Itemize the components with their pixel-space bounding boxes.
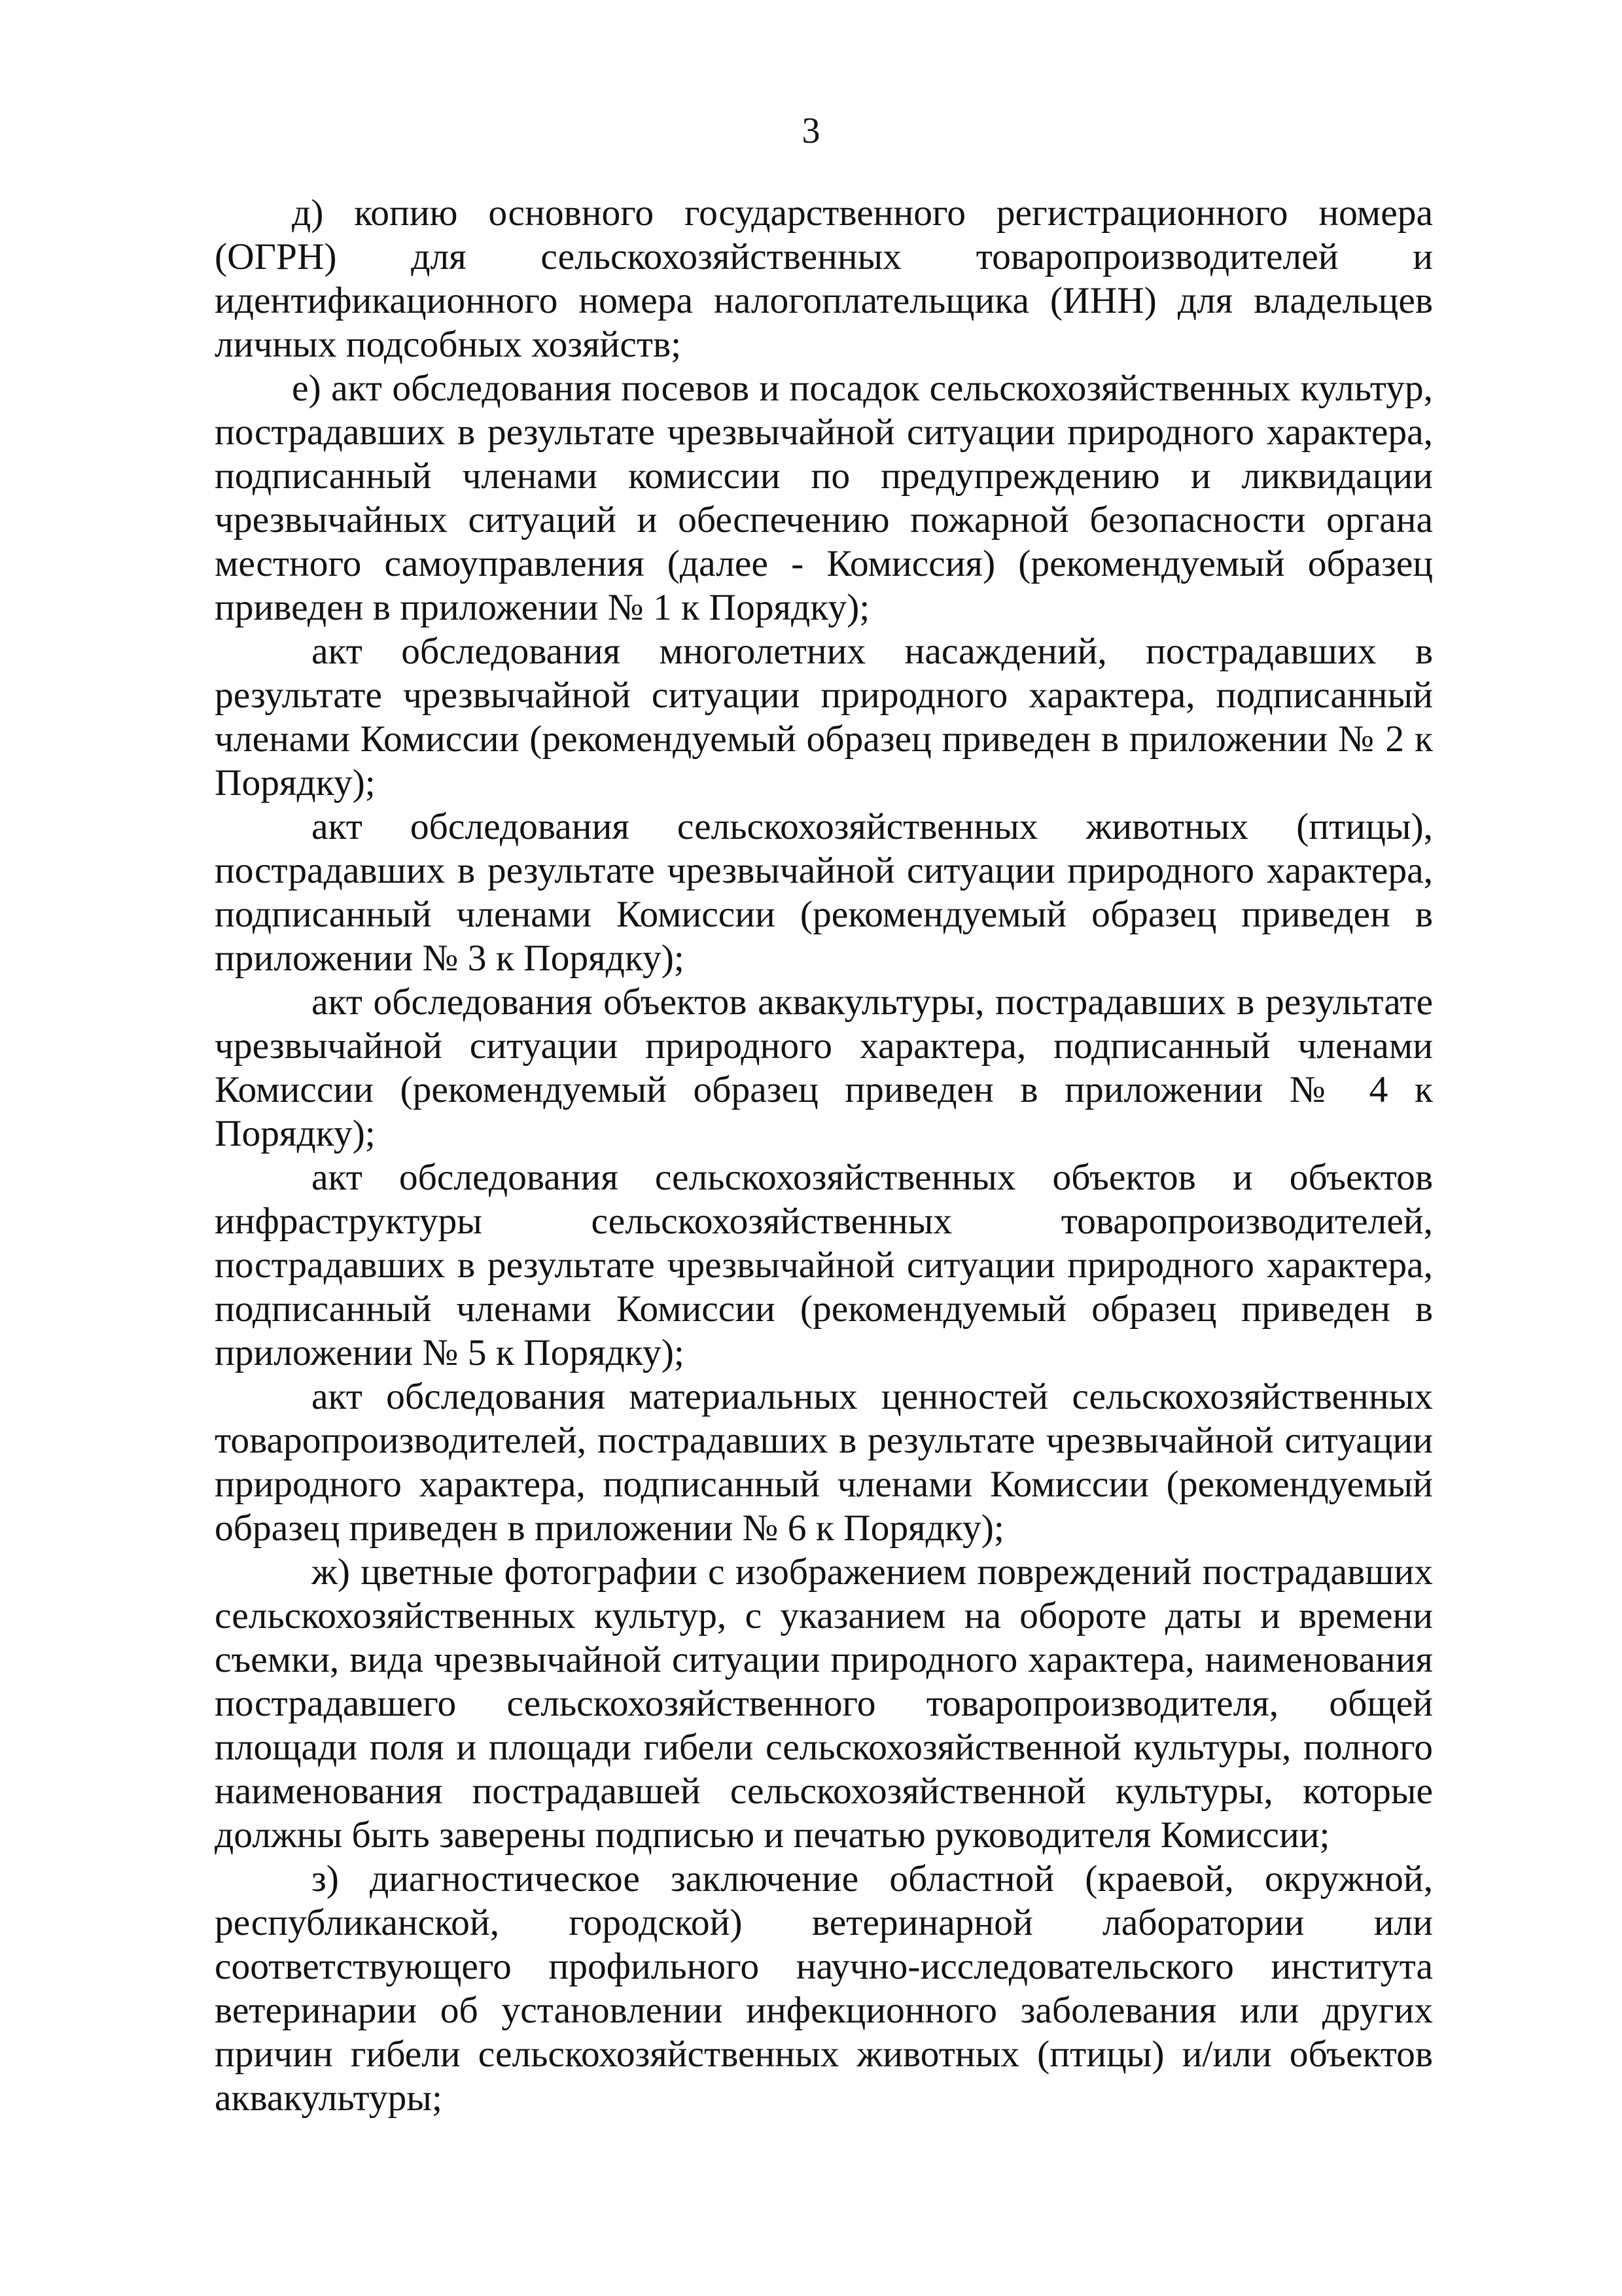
paragraph-act-material-values: акт обследования материальных ценностей сельскохозяйственных товаропроизводителей, пострадавших в результате чрезвычайной ситуации природного характера, подписанный членами Комиссии (рекомендуемый образец приведен в приложении № 6 к Порядку);: [215, 1376, 1433, 1549]
paragraph-z-diagnostic-conclusion: з) диагностическое заключение областной (краевой, окружной, республиканской, городской) ветеринарной лаборатории или соответствующего профильного научно-исследовательского института ветеринарии об установлении инфекционного заболевания или других причин гибели сельскохозяйственных животных (птицы) и/или объектов аквакультуры;: [215, 1858, 1433, 2119]
document-body: [215, 191, 1433, 2120]
paragraph-act-livestock: акт обследования сельскохозяйственных животных (птицы), пострадавших в результате чрезвычайной ситуации природного характера, подписанный членами Комиссии (рекомендуемый образец приведен в приложении № 3 к Порядку);: [215, 806, 1433, 979]
paragraph-act-perennial-plantings: акт обследования многолетних насаждений, пострадавших в результате чрезвычайной ситуации природного характера, подписанный членами Комиссии (рекомендуемый образец приведен в приложении № 2 к Порядку);: [215, 631, 1433, 804]
paragraph-d-ogrn-inn: д) копию основного государственного регистрационного номера (ОГРН) для сельскохозяйственных товаропроизводителей и идентификационного номера налогоплательщика (ИНН) для владельцев личных подсобных хозяйств;: [215, 192, 1433, 365]
paragraph-act-infrastructure: акт обследования сельскохозяйственных объектов и объектов инфраструктуры сельскохозяйственных товаропроизводителей, пострадавших в результате чрезвычайной ситуации природного характера, подписанный членами Комиссии (рекомендуемый образец приведен в приложении № 5 к Порядку);: [215, 1157, 1433, 1373]
paragraph-zh-photographs: ж) цветные фотографии с изображением повреждений пострадавших сельскохозяйственных культур, с указанием на обороте даты и времени съемки, вида чрезвычайной ситуации природного характера, наименования пострадавшего сельскохозяйственного товаропроизводителя, общей площади поля и площади гибели сельскохозяйственной культуры, полного наименования пострадавшей сельскохозяйственной культуры, которые должны быть заверены подписью и печатью руководителя Комиссии;: [215, 1551, 1433, 1856]
paragraph-e-act-crops: е) акт обследования посевов и посадок сельскохозяйственных культур, пострадавших в результате чрезвычайной ситуации природного характера, подписанный членами комиссии по предупреждению и ликвидации чрезвычайных ситуаций и обеспечению пожарной безопасности органа местного самоуправления (далее - Комиссия) (рекомендуемый образец приведен в приложении № 1 к Порядку);: [215, 368, 1433, 628]
paragraph-act-aquaculture: акт обследования объектов аквакультуры, пострадавших в результате чрезвычайной ситуации природного характера, подписанный членами Комиссии (рекомендуемый образец приведен в приложении № 4 к Порядку);: [215, 981, 1433, 1154]
page-number: 3: [802, 111, 820, 151]
